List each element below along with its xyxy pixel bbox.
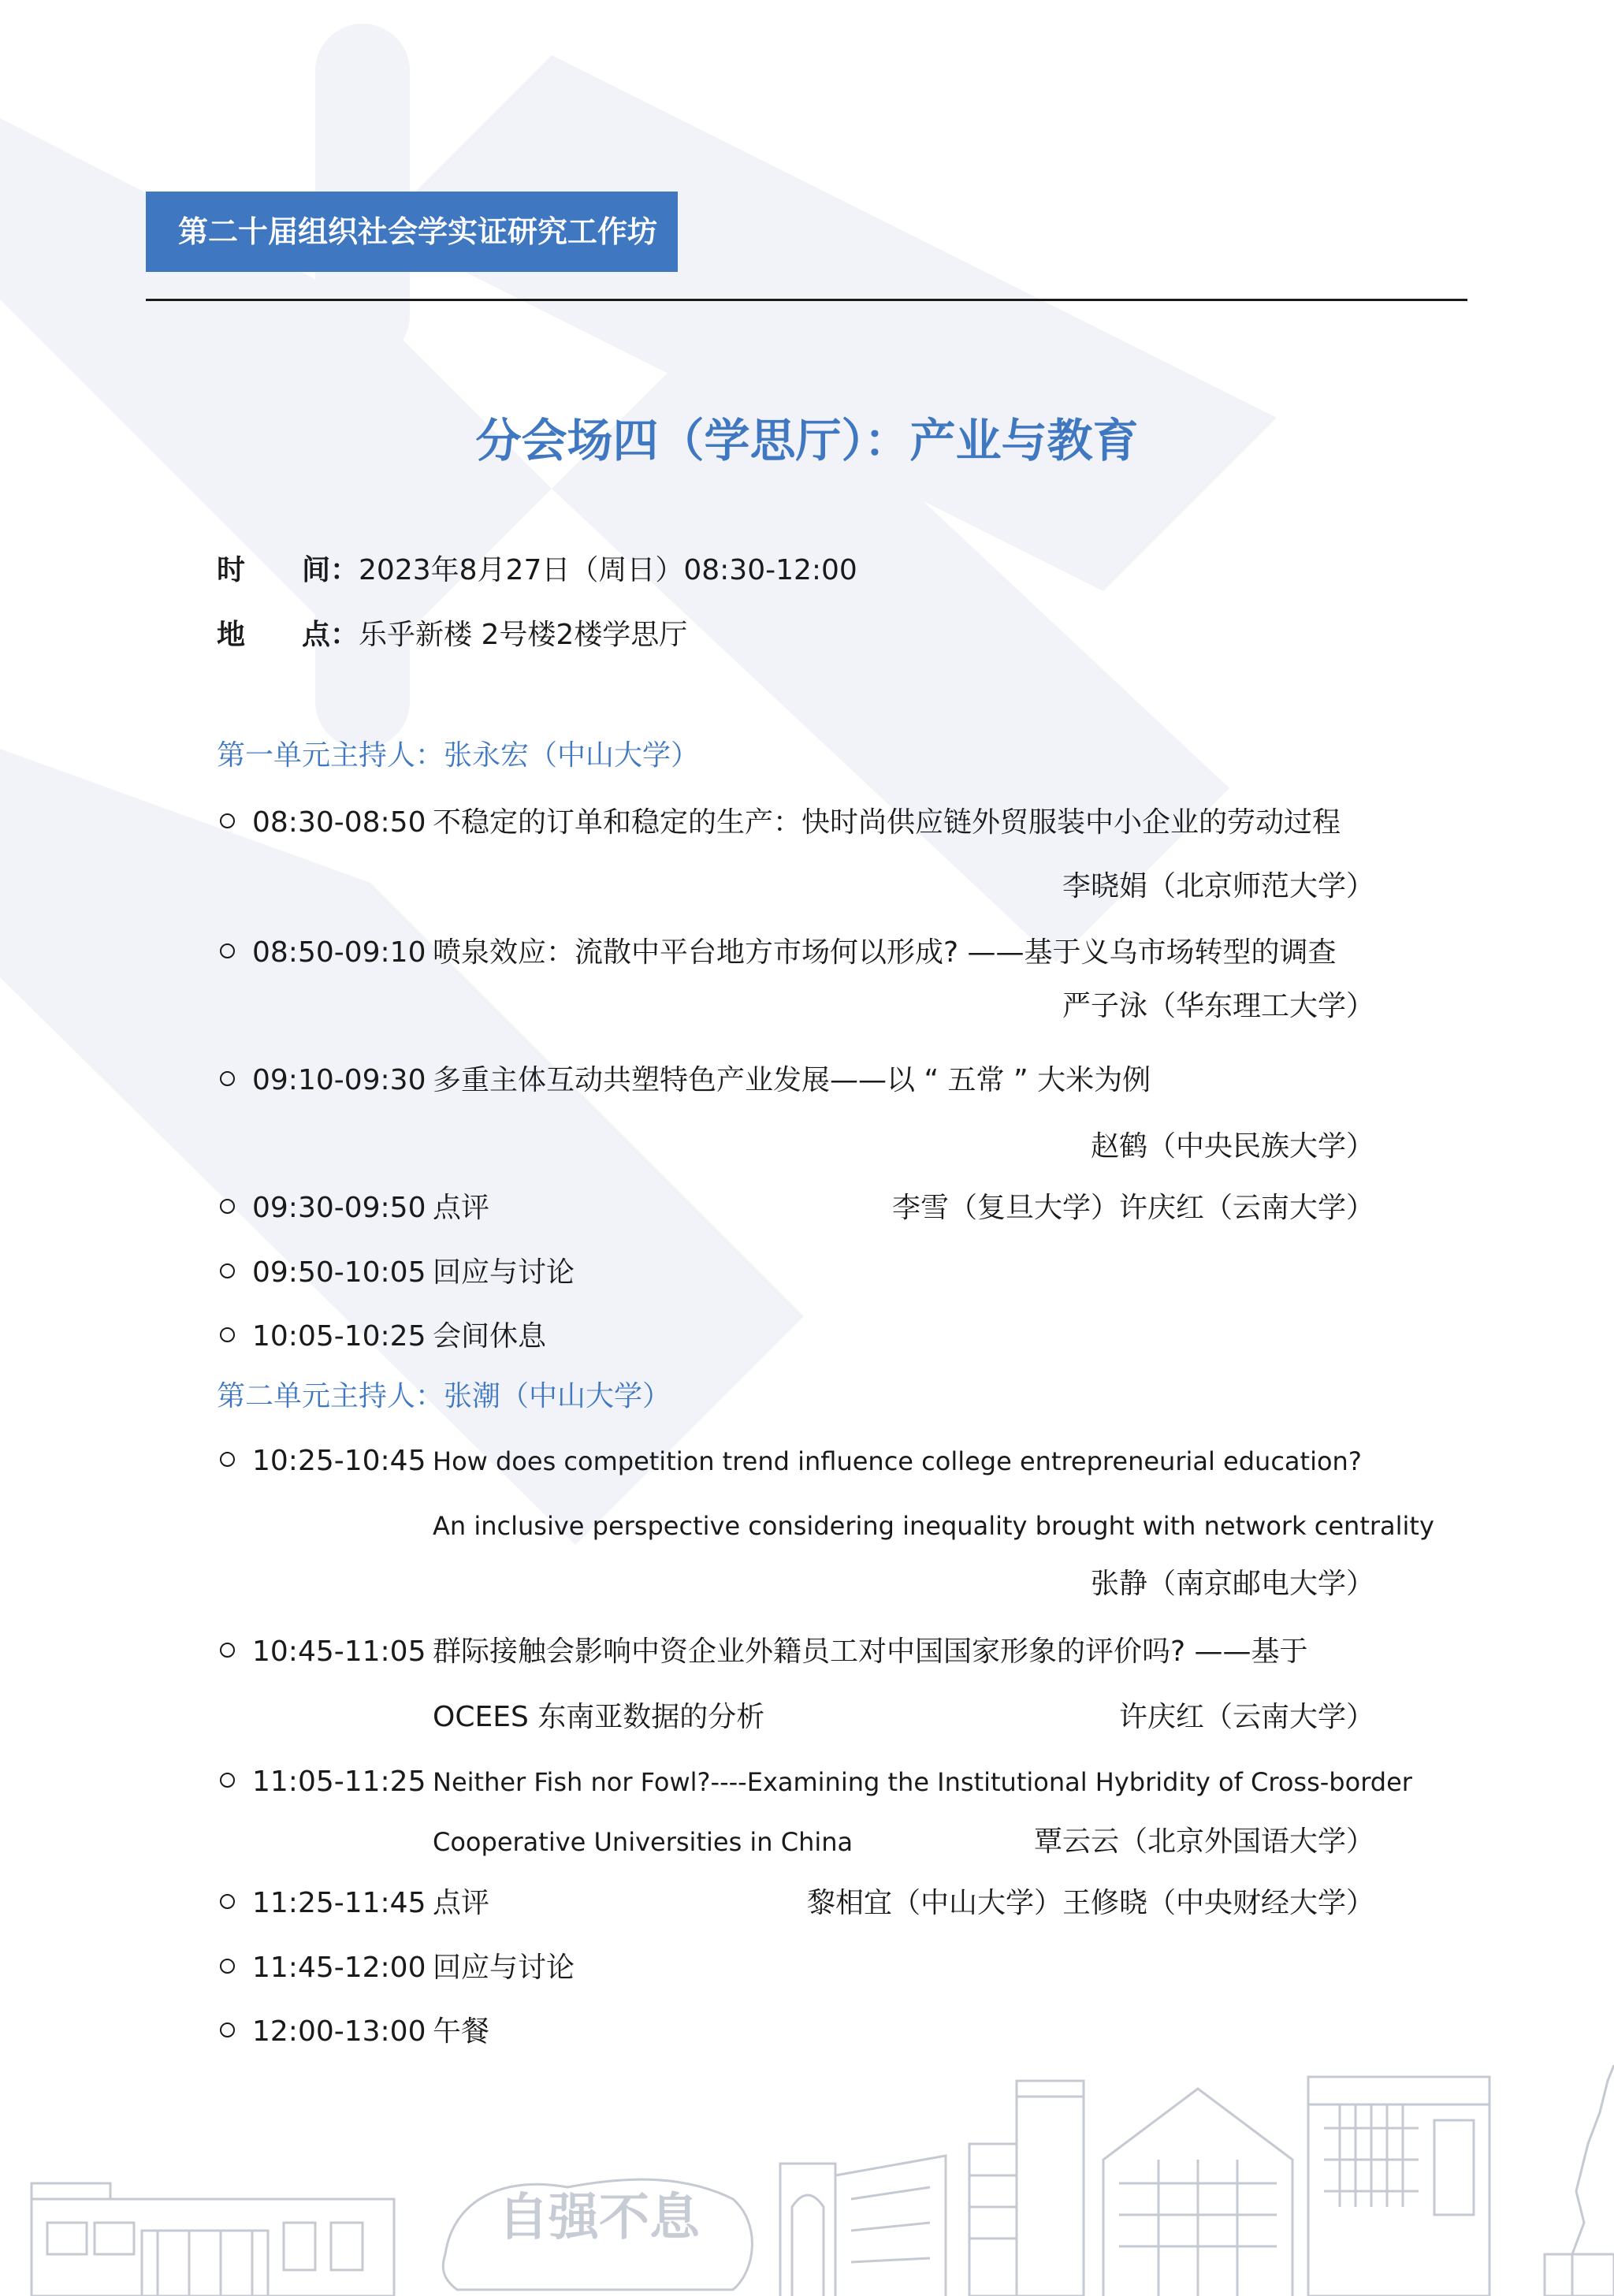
item-time: 10:25-10:45: [252, 1445, 426, 1477]
circle-bullet-icon: [220, 1773, 235, 1788]
circle-bullet-icon: [220, 2022, 235, 2037]
place-value: 乐乎新楼 2号楼2楼学思厅: [359, 619, 688, 651]
item-title: 不稳定的订单和稳定的生产：快时尚供应链外贸服装中小企业的劳动过程: [433, 806, 1341, 839]
time-value: 2023年8月27日（周日）08:30-12:00: [359, 554, 857, 586]
item-title: 回应与讨论: [433, 1952, 575, 1984]
item-title: 多重主体互动共塑特色产业发展——以 “ 五常 ” 大米为例: [433, 1064, 1151, 1096]
place-line: [217, 616, 687, 654]
item-speaker: 严子泳（华东理工大学）: [1062, 990, 1374, 1022]
item-title: 群际接触会影响中资企业外籍员工对中国国家形象的评价吗? ——基于: [433, 1635, 1308, 1668]
calligraphy-text: 自强不息: [498, 2188, 700, 2247]
item-title-continuation: OCEES 东南亚数据的分析: [433, 1701, 765, 1733]
item-title: Neither Fish nor Fowl?----Examining the Institutional Hybridity of Cross-border: [433, 1767, 1412, 1797]
circle-bullet-icon: [220, 1327, 235, 1342]
item-speaker: 李雪（复旦大学）许庆红（云南大学）: [891, 1192, 1374, 1224]
workshop-banner: 第二十届组织社会学实证研究工作坊: [146, 192, 678, 272]
item-speaker: 赵鹤（中央民族大学）: [1090, 1130, 1374, 1163]
item-title-continuation: An inclusive perspective considering inequality brought with network centrality: [433, 1511, 1434, 1541]
item-time: 11:05-11:25: [252, 1766, 426, 1798]
unit1-host: 第一单元主持人：张永宏（中山大学）: [217, 739, 700, 772]
item-time: 08:50-09:10: [252, 936, 426, 969]
circle-bullet-icon: [220, 1959, 235, 1974]
session-title: 分会场四（学思厅）：产业与教育: [475, 414, 1139, 467]
item-speaker: 黎相宜（中山大学）王修晓（中央财经大学）: [806, 1887, 1374, 1919]
time-label: 时 间：: [217, 554, 359, 586]
item-time: 11:25-11:45: [252, 1887, 426, 1919]
item-speaker: 李晓娟（北京师范大学）: [1062, 870, 1374, 902]
circle-bullet-icon: [220, 1643, 235, 1658]
item-time: 10:45-11:05: [252, 1635, 426, 1668]
item-title-continuation: Cooperative Universities in China: [433, 1827, 853, 1857]
item-time: 10:05-10:25: [252, 1320, 426, 1353]
item-title: 回应与讨论: [433, 1256, 575, 1289]
circle-bullet-icon: [220, 943, 235, 958]
item-title: 点评: [433, 1887, 490, 1919]
item-title: 喷泉效应：流散中平台地方市场何以形成? ——基于义乌市场转型的调查: [433, 936, 1337, 969]
header-divider: [146, 299, 1467, 301]
item-title: How does competition trend influence college entrepreneurial education?: [433, 1446, 1362, 1476]
time-line: [217, 552, 857, 590]
unit2-host: 第二单元主持人：张潮（中山大学）: [217, 1380, 671, 1412]
item-speaker: 许庆红（云南大学）: [1118, 1701, 1374, 1733]
circle-bullet-icon: [220, 813, 235, 828]
item-time: 09:10-09:30: [252, 1064, 426, 1096]
circle-bullet-icon: [220, 1199, 235, 1214]
item-time: 09:30-09:50: [252, 1192, 426, 1224]
item-speaker: 张静（南京邮电大学）: [1090, 1568, 1374, 1600]
item-time: 08:30-08:50: [252, 806, 426, 839]
item-title: 午餐: [433, 2015, 490, 2048]
circle-bullet-icon: [220, 1894, 235, 1909]
item-time: 12:00-13:00: [252, 2015, 426, 2048]
item-speaker: 覃云云（北京外国语大学）: [1033, 1825, 1374, 1858]
place-label: 地 点：: [217, 619, 359, 651]
circle-bullet-icon: [220, 1263, 235, 1278]
item-title: 点评: [433, 1192, 490, 1224]
item-time: 11:45-12:00: [252, 1952, 426, 1984]
circle-bullet-icon: [220, 1071, 235, 1086]
circle-bullet-icon: [220, 1452, 235, 1467]
item-title: 会间休息: [433, 1320, 547, 1353]
item-time: 09:50-10:05: [252, 1256, 426, 1289]
